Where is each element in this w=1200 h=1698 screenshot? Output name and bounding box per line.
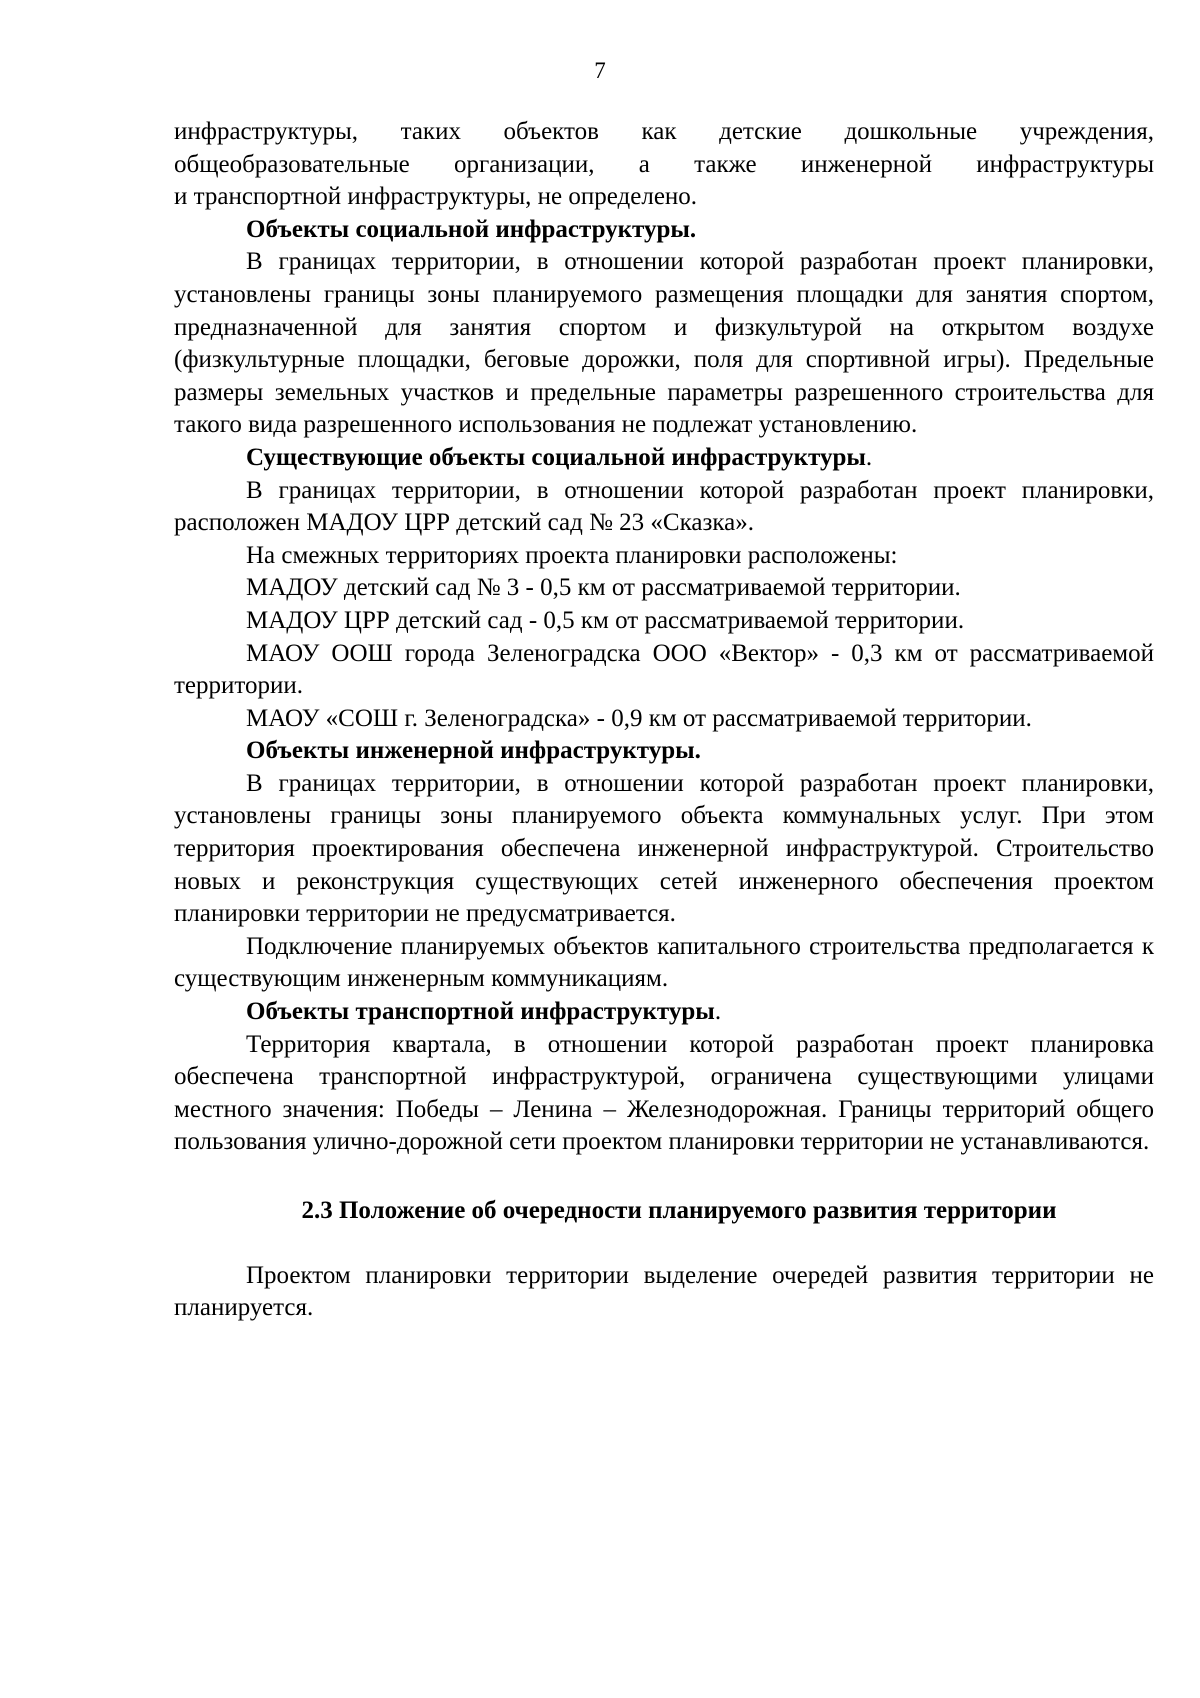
paragraph: Проектом планировки территории выделение очередей развития территории не планируется. — [174, 1261, 1154, 1322]
paragraph: В границах территории, в отношении которой разработан проект планировки, установлены границы зоны планируемого размещения площадки для занятия спортом, предназначенной для занятия спортом и физкультурой на открытом воздухе (физкультурные площадки, беговые дорожки, поля для спортивной игры). Предельные размеры земельных участков и предельные параметры разрешенного строительства для такого вида разрешенного использования не подлежат установлению. — [174, 248, 1154, 439]
paragraph-line: и транспортной инфраструктуры, не определено. — [174, 183, 698, 211]
heading-existing-social-infrastructure — [174, 442, 1154, 475]
heading-text: Существующие объекты социальной инфраструктуры — [246, 443, 866, 471]
heading-engineering-infrastructure: Объекты инженерной инфраструктуры. — [246, 737, 701, 765]
section-title: 2.3 Положение об очередности планируемого развития территории — [301, 1197, 1057, 1224]
heading-tail: . — [865, 443, 873, 471]
paragraph: Подключение планируемых объектов капитального строительства предполагается к существующим инженерным коммуникациям. — [174, 932, 1154, 993]
paragraph: На смежных территориях проекта планировки расположены: — [246, 541, 898, 569]
paragraph-line: инфраструктуры, таких объектов как детские дошкольные учреждения, — [174, 118, 1154, 145]
paragraph-line: общеобразовательные организации, а также инженерной инфраструктуры — [174, 150, 1154, 178]
paragraph: МАДОУ детский сад № 3 - 0,5 км от рассматриваемой территории. — [246, 574, 961, 602]
heading-transport-infrastructure — [174, 996, 1154, 1029]
heading-social-infrastructure: Объекты социальной инфраструктуры. — [246, 215, 697, 243]
heading-text: Объекты транспортной инфраструктуры — [246, 998, 715, 1026]
page-number: 7 — [594, 58, 606, 83]
paragraph: В границах территории, в отношении которой разработан проект планировки, расположен МАДОУ ЦРР детский сад № 23 «Сказка». — [174, 476, 1154, 537]
document-body — [174, 116, 1154, 1325]
heading-tail: . — [714, 998, 722, 1026]
paragraph: МАДОУ ЦРР детский сад - 0,5 км от рассматриваемой территории. — [246, 606, 965, 634]
paragraph: Территория квартала, в отношении которой разработан проект планировка обеспечена транспортной инфраструктурой, ограничена существующими улицами местного значения: Победы – Ленина – Железнодорожная. Границы территорий общего пользования улично-дорожной сети проектом планировки территории не устанавливаются. — [174, 1030, 1154, 1156]
paragraph: В границах территории, в отношении которой разработан проект планировки, установлены границы зоны планируемого объекта коммунальных услуг. При этом территория проектирования обеспечена инженерной инфраструктурой. Строительство новых и реконструкция существующих сетей инженерного обеспечения проектом планировки территории не предусматривается. — [174, 769, 1154, 928]
paragraph: МАОУ «СОШ г. Зеленоградска» - 0,9 км от рассматриваемой территории. — [246, 704, 1032, 732]
paragraph: МАОУ ООШ города Зеленоградска ООО «Вектор» - 0,3 км от рассматриваемой территории. — [174, 639, 1154, 700]
